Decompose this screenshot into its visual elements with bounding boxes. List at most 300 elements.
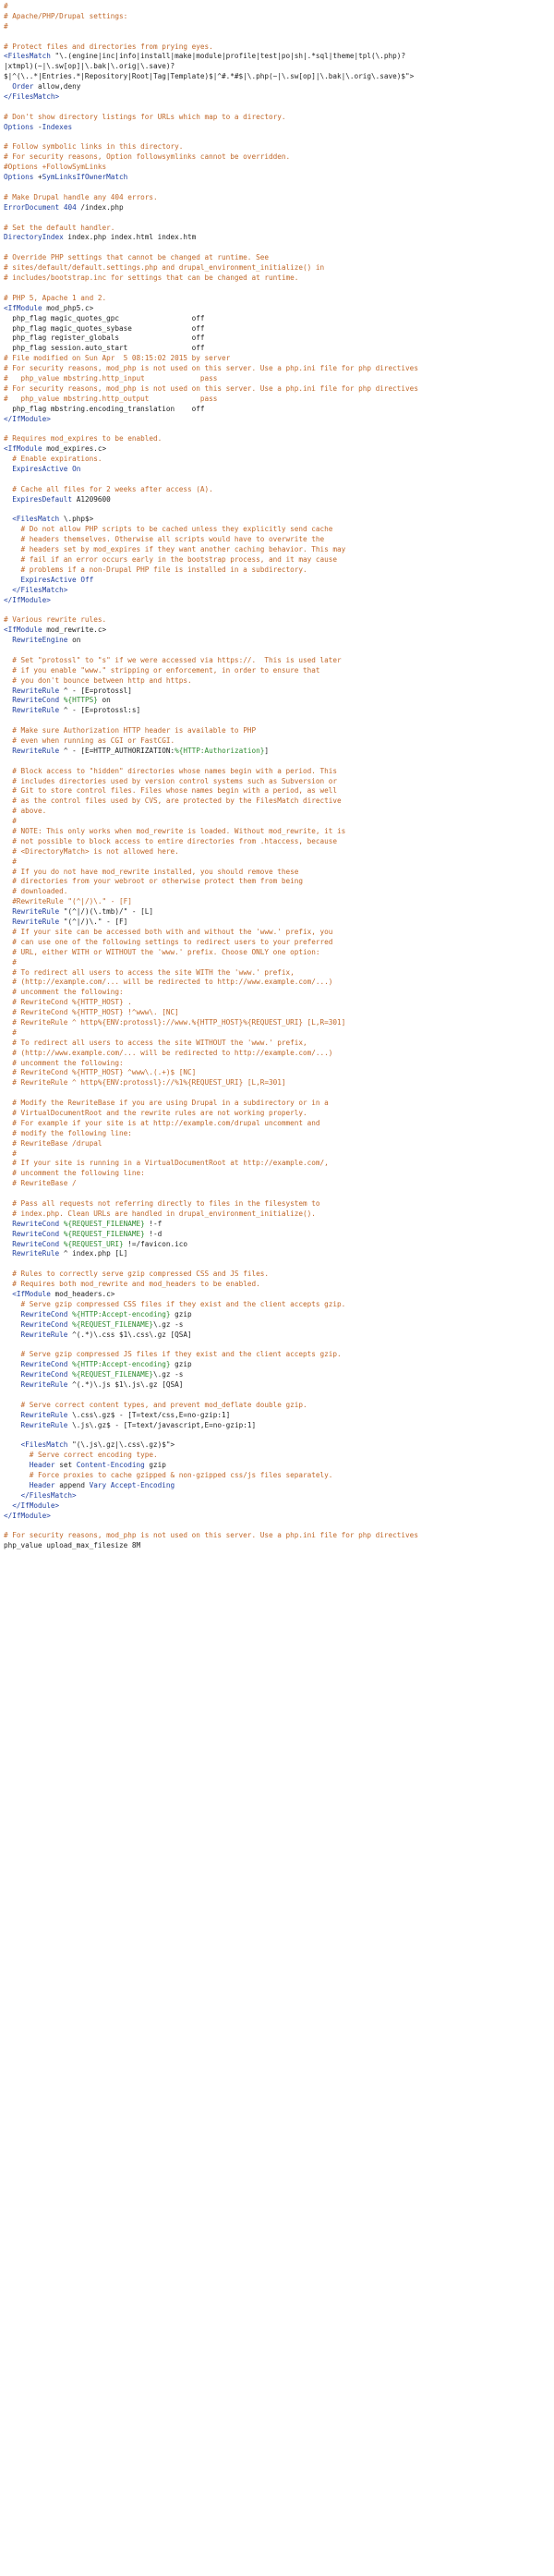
code-token-comment: # <box>4 21 8 30</box>
indent <box>4 1199 12 1208</box>
code-line <box>0 777 554 787</box>
code-line <box>0 726 554 736</box>
code-token-variable: %{HTTP:Authorization} <box>175 746 265 755</box>
code-token-comment: # if you enable "www." stripping or enforcement, in order to ensure that <box>12 665 320 674</box>
code-line <box>0 1139 554 1149</box>
code-token-keyword: Order <box>12 82 34 91</box>
indent <box>4 495 12 504</box>
indent <box>4 968 12 977</box>
code-line <box>0 636 554 646</box>
code-token-variable: %{REQUEST_FILENAME} <box>72 1370 154 1379</box>
code-line <box>0 253 554 263</box>
code-token-keyword: ExpiresActive <box>20 575 77 584</box>
code-line <box>0 1049 554 1059</box>
code-token-variable: %{HTTP:Accept-encoding} <box>72 1360 171 1369</box>
code-token-comment: # Git to store control files. Files whose names begin with a period, as well <box>12 786 338 796</box>
code-token-text: mod_headers.c> <box>50 1290 115 1298</box>
code-token-text: \.css\.gz$ - [T=text/css,E=no-gzip:1] <box>67 1410 231 1419</box>
code-token-comment: # downloaded. <box>12 887 68 896</box>
code-token-keyword: RewriteCond <box>20 1360 68 1369</box>
code-line <box>0 1401 554 1411</box>
code-token-comment: # Do not allow PHP scripts to be cached unless they explicitly send cache <box>20 525 333 534</box>
code-token-keyword: RewriteCond <box>20 1319 68 1329</box>
code-token-comment: # <box>12 957 17 966</box>
indent <box>4 1421 21 1429</box>
code-token-variable: %{REQUEST_URI} <box>63 1239 124 1248</box>
code-line <box>0 455 554 465</box>
indent <box>4 465 12 473</box>
code-token-keyword: 404 <box>63 202 77 212</box>
indent <box>4 1220 12 1228</box>
code-line <box>0 203 554 213</box>
code-line <box>0 1430 554 1440</box>
code-token-comment: # Requires mod_expires to be enabled. <box>4 434 163 444</box>
code-token-text: $|^(\..*|Entries.*|Repository|Root|Tag|Template)$|^#.*#$|\.php(~|\.sw[op]|\.bak|\.orig\.save)$"> <box>4 72 415 81</box>
code-token-text: !-f <box>144 1219 163 1228</box>
indent <box>4 687 12 695</box>
code-line <box>0 887 554 897</box>
code-line <box>0 415 554 425</box>
code-token-comment: #RewriteRule "(^|/)\." - [F] <box>12 897 132 906</box>
indent <box>4 847 12 856</box>
code-token-comment: # fail if an error occurs early in the bootstrap process, and it may cause <box>20 554 338 564</box>
code-line <box>0 1209 554 1220</box>
indent <box>4 917 12 926</box>
code-token-keyword: Off <box>80 575 94 584</box>
code-line <box>0 22 554 32</box>
code-token-keyword: Header <box>29 1480 55 1489</box>
code-line <box>0 284 554 294</box>
code-token-keyword: RewriteRule <box>20 1330 68 1339</box>
code-token-comment: # VirtualDocumentRoot and the rewrite rules are not working properly. <box>12 1108 307 1117</box>
indent <box>4 656 12 664</box>
code-token-text: \.js\.gz$ - [T=text/javascript,E=no-gzip:1] <box>67 1420 257 1429</box>
code-token-comment: # php_value mbstring.http_output pass <box>4 394 218 403</box>
code-token-text: allow,deny <box>33 82 81 91</box>
code-line <box>0 666 554 676</box>
code-line <box>0 1331 554 1341</box>
code-token-comment: # above. <box>12 807 47 816</box>
indent <box>4 455 12 463</box>
indent <box>4 938 12 946</box>
code-line <box>0 948 554 958</box>
indent <box>4 1451 30 1459</box>
indent <box>4 1360 21 1368</box>
code-token-comment: # Protect files and directories from prying eyes. <box>4 42 213 51</box>
indent <box>4 545 21 553</box>
code-line <box>0 354 554 364</box>
indent <box>4 948 12 956</box>
indent <box>4 1491 21 1500</box>
code-line <box>0 736 554 747</box>
indent <box>4 978 12 986</box>
code-line <box>0 294 554 304</box>
code-line <box>0 1159 554 1169</box>
code-line <box>0 1370 554 1380</box>
code-token-keyword: RewriteCond <box>12 1239 60 1248</box>
code-token-keyword: RewriteRule <box>12 1249 60 1258</box>
code-line <box>0 1411 554 1421</box>
code-token-comment: # NOTE: This only works when mod_rewrite is loaded. Without mod_rewrite, it is <box>12 827 346 836</box>
code-line <box>0 32 554 43</box>
code-token-keyword: </IfModule> <box>4 595 51 604</box>
indent <box>4 1411 21 1419</box>
code-token-text: gzip <box>170 1309 192 1318</box>
code-line <box>0 163 554 173</box>
code-line <box>0 515 554 525</box>
code-line <box>0 576 554 586</box>
code-line <box>0 384 554 395</box>
code-line <box>0 1521 554 1531</box>
indent <box>4 1240 12 1248</box>
code-line <box>0 123 554 133</box>
indent <box>4 1300 21 1308</box>
code-token-comment: # RewriteCond %{HTTP_HOST} . <box>12 998 132 1007</box>
code-line <box>0 1512 554 1522</box>
code-line <box>0 998 554 1008</box>
code-line <box>0 1129 554 1139</box>
indent <box>4 334 12 342</box>
code-token-text: "(^|/)\." - [F] <box>59 917 128 927</box>
indent <box>4 1068 12 1076</box>
code-line <box>0 92 554 103</box>
code-line <box>0 1451 554 1461</box>
code-token-keyword: Indexes <box>42 122 73 131</box>
code-token-comment: # problems if a non-Drupal PHP file is installed in a subdirectory. <box>20 565 307 574</box>
code-token-comment: #Options +FollowSymLinks <box>4 163 107 172</box>
code-token-keyword: <IfModule <box>4 626 42 635</box>
indent <box>4 837 12 845</box>
code-token-text: ^ - [E=HTTP_AUTHORIZATION: <box>59 746 175 755</box>
code-line <box>0 1541 554 1551</box>
code-token-comment: # RewriteRule ^ http%{ENV:protossl}://%1%{REQUEST_URI} [L,R=301] <box>12 1078 286 1088</box>
indent <box>4 1370 21 1379</box>
code-line <box>0 837 554 847</box>
code-token-comment: # Cache all files for 2 weeks after access (A). <box>12 484 213 493</box>
code-token-comment: # File modified on Sun Apr 5 08:15:02 2015 by server <box>4 354 231 363</box>
indent <box>4 1461 30 1469</box>
code-line <box>0 796 554 807</box>
indent <box>4 777 12 785</box>
indent <box>4 314 12 322</box>
code-line <box>0 1018 554 1028</box>
code-line <box>0 1461 554 1471</box>
code-token-text: mod_php5.c> <box>42 303 94 312</box>
indent <box>4 1350 21 1358</box>
indent <box>4 796 12 805</box>
code-token-keyword: ExpiresDefault <box>12 494 73 504</box>
code-token-comment: # can use one of the following settings to redirect users to your preferred <box>12 937 333 946</box>
code-line <box>0 193 554 203</box>
indent <box>4 1049 12 1057</box>
code-line <box>0 273 554 284</box>
indent <box>4 1440 21 1449</box>
code-token-text: ^ - [E=protossl] <box>59 686 132 695</box>
code-token-comment: # Serve gzip compressed CSS files if they exist and the client accepts gzip. <box>20 1299 346 1308</box>
code-token-text: index.php index.html index.htm <box>63 233 197 242</box>
code-token-keyword: RewriteEngine <box>12 636 68 645</box>
code-token-comment: # Rules to correctly serve gzip compressed CSS and JS files. <box>12 1270 269 1279</box>
code-token-keyword: RewriteCond <box>20 1370 68 1379</box>
indent <box>4 1501 12 1510</box>
code-line <box>0 1240 554 1250</box>
code-line <box>0 656 554 666</box>
code-token-comment: # Serve gzip compressed JS files if they exist and the client accepts gzip. <box>20 1350 342 1359</box>
code-line <box>0 1350 554 1360</box>
indent <box>4 636 12 644</box>
code-token-comment: # uncomment the following: <box>12 1058 124 1067</box>
indent <box>4 1109 12 1117</box>
code-token-keyword: RewriteRule <box>12 907 60 917</box>
code-line <box>0 1249 554 1259</box>
code-token-keyword: DirectoryIndex <box>4 233 64 242</box>
code-line <box>0 827 554 837</box>
code-line <box>0 1501 554 1512</box>
indent <box>4 817 12 825</box>
indent <box>4 1380 21 1389</box>
code-line <box>0 716 554 726</box>
code-token-comment: # RewriteBase /drupal <box>12 1138 102 1148</box>
code-token-comment: # Enable expirations. <box>12 455 102 464</box>
code-line <box>0 103 554 113</box>
indent <box>4 1280 12 1288</box>
code-token-comment: # <box>4 2 8 10</box>
code-token-text: \.gz -s <box>153 1370 184 1379</box>
code-line <box>0 374 554 384</box>
code-token-comment: # For security reasons, Option followsymlinks cannot be overridden. <box>4 152 291 162</box>
code-line <box>0 1421 554 1431</box>
code-line <box>0 757 554 767</box>
indent <box>4 747 12 755</box>
code-line <box>0 917 554 928</box>
code-token-keyword: <IfModule <box>12 1290 51 1298</box>
indent <box>4 1290 12 1298</box>
code-line <box>0 535 554 545</box>
code-token-keyword: SymLinksIfOwnerMatch <box>42 173 128 182</box>
indent <box>4 897 12 905</box>
code-line <box>0 304 554 314</box>
code-line <box>0 12 554 22</box>
code-token-comment: # (http://example.com/... will be redirected to http://www.example.com/...) <box>12 978 333 987</box>
code-token-text: mod_expires.c> <box>42 444 107 454</box>
code-line <box>0 1230 554 1240</box>
code-line <box>0 1109 554 1119</box>
indent <box>4 887 12 895</box>
code-token-comment: # RewriteRule ^ http%{ENV:protossl}://www.%{HTTP_HOST}%{REQUEST_URI} [L,R=301] <box>12 1017 346 1027</box>
code-token-text: php_flag register_globals off <box>12 334 205 343</box>
code-line <box>0 1179 554 1189</box>
indent <box>4 1078 12 1087</box>
indent <box>4 344 12 352</box>
code-line <box>0 676 554 687</box>
code-line <box>0 1481 554 1491</box>
code-token-variable: %{REQUEST_FILENAME} <box>63 1229 145 1238</box>
code-line <box>0 364 554 374</box>
code-token-text: !=/favicon.ico <box>123 1239 188 1248</box>
code-token-text: ^ index.php [L] <box>59 1249 128 1258</box>
code-line <box>0 1099 554 1109</box>
code-token-text: php_flag magic_quotes_gpc off <box>12 313 205 322</box>
indent <box>4 958 12 966</box>
code-token-keyword: RewriteRule <box>20 1410 68 1419</box>
code-line <box>0 444 554 455</box>
code-line <box>0 495 554 505</box>
code-line <box>0 907 554 917</box>
code-token-comment: # RewriteBase / <box>12 1179 77 1188</box>
code-token-comment: # Requires both mod_rewrite and mod_headers to be enabled. <box>12 1280 260 1289</box>
code-line <box>0 263 554 273</box>
code-token-comment: # <box>12 857 17 866</box>
code-token-keyword: Accept-Encoding <box>110 1480 175 1489</box>
indent <box>4 1249 12 1258</box>
code-line <box>0 938 554 948</box>
code-token-comment: # Modify the RewriteBase if you are using Drupal in a subdirectory or in a <box>12 1099 329 1108</box>
indent <box>4 485 12 493</box>
code-token-text: php_flag session.auto_start off <box>12 344 205 353</box>
code-line <box>0 1360 554 1370</box>
indent <box>4 1028 12 1037</box>
code-token-comment: # modify the following line: <box>12 1128 132 1137</box>
code-line <box>0 1320 554 1331</box>
code-line <box>0 324 554 334</box>
indent <box>4 1149 12 1158</box>
code-line <box>0 868 554 878</box>
code-line <box>0 1440 554 1451</box>
indent <box>4 998 12 1006</box>
code-line <box>0 1088 554 1099</box>
code-token-comment: # For security reasons, mod_php is not used on this server. Use a php.ini file for php directives <box>4 1531 418 1540</box>
code-token-comment: # For example if your site is at http://example.com/drupal uncomment and <box>12 1118 320 1127</box>
code-line <box>0 877 554 887</box>
code-line <box>0 1300 554 1310</box>
code-line <box>0 113 554 123</box>
code-token-variable: %{HTTP:Accept-encoding} <box>72 1309 171 1318</box>
indent <box>4 1129 12 1137</box>
code-token-comment: # headers set by mod_expires if they want another caching behavior. This may <box>20 545 346 554</box>
code-line <box>0 405 554 415</box>
code-token-text: set <box>54 1461 77 1470</box>
code-token-text: ^(.*)\.css $1\.css\.gz [QSA] <box>67 1330 192 1339</box>
code-token-comment: # directories from your webroot or otherwise protect them from being <box>12 877 303 886</box>
code-line <box>0 988 554 998</box>
indent <box>4 868 12 876</box>
code-line <box>0 1169 554 1179</box>
code-line <box>0 1119 554 1129</box>
code-token-keyword: ErrorDocument <box>4 202 60 212</box>
code-line <box>0 1149 554 1160</box>
indent <box>4 525 21 533</box>
code-token-comment: # Set "protossl" to "s" if we were accessed via https://. This is used later <box>12 655 342 664</box>
code-token-comment: # Override PHP settings that cannot be changed at runtime. See <box>4 253 269 262</box>
code-line <box>0 1270 554 1280</box>
code-line <box>0 615 554 626</box>
indent <box>4 1270 12 1278</box>
code-token-text: "(^|/)(\.tmb)/" - [L] <box>59 907 154 917</box>
code-token-text: mod_rewrite.c> <box>42 626 107 635</box>
indent <box>4 1018 12 1027</box>
code-token-keyword: RewriteCond <box>12 1229 60 1238</box>
indent <box>4 1471 30 1479</box>
code-token-text: \.gz -s <box>153 1319 184 1329</box>
code-token-comment: # not possible to block access to entire directories from .htaccess, because <box>12 836 338 845</box>
code-line <box>0 43 554 53</box>
code-line <box>0 2 554 12</box>
code-token-text: php_value upload_max_filesize 8M <box>4 1541 141 1550</box>
code-line <box>0 958 554 968</box>
code-token-comment: # headers themselves. Otherwise all scripts would have to overwrite the <box>20 535 325 544</box>
code-line <box>0 646 554 656</box>
indent <box>4 706 12 714</box>
code-token-comment: # you don't bounce between http and https. <box>12 675 192 685</box>
code-token-comment: # index.php. Clean URLs are handled in drupal_environment_initialize(). <box>12 1209 316 1218</box>
code-token-comment: # <DirectoryMatch> is not allowed here. <box>12 846 179 856</box>
code-token-comment: # uncomment the following: <box>12 988 124 997</box>
indent <box>4 1139 12 1148</box>
code-token-variable: %{REQUEST_FILENAME} <box>72 1319 154 1329</box>
code-token-keyword: RewriteRule <box>12 917 60 927</box>
code-token-keyword: </IfModule> <box>4 1511 51 1520</box>
code-token-comment: # Block access to "hidden" directories whose names begin with a period. This <box>12 766 338 775</box>
indent <box>4 807 12 815</box>
indent <box>4 1099 12 1107</box>
code-line <box>0 344 554 354</box>
code-token-text: "(\.js\.gz|\.css\.gz)$"> <box>67 1440 175 1450</box>
code-token-text: on <box>67 636 81 645</box>
code-line <box>0 978 554 988</box>
code-line <box>0 596 554 606</box>
code-line <box>0 1259 554 1270</box>
code-token-comment: # Set the default handler. <box>4 223 115 232</box>
code-token-comment: # <box>12 1148 17 1158</box>
code-token-comment: # To redirect all users to access the site WITH the 'www.' prefix, <box>12 967 295 977</box>
code-token-comment: # Force proxies to cache gzipped & non-gzipped css/js files separately. <box>29 1471 333 1480</box>
indent <box>4 515 12 523</box>
indent <box>4 988 12 996</box>
code-token-comment: # For security reasons, mod_php is not used on this server. Use a php.ini file for php directives <box>4 364 418 373</box>
indent <box>4 907 12 916</box>
code-line <box>0 314 554 324</box>
code-token-keyword: <FilesMatch <box>20 1440 68 1450</box>
indent <box>4 1059 12 1067</box>
code-token-comment: # Serve correct encoding type. <box>29 1451 158 1460</box>
code-line <box>0 1008 554 1018</box>
code-line <box>0 555 554 565</box>
code-line <box>0 1068 554 1078</box>
code-token-comment: # RewriteCond %{HTTP_HOST} ^www\.(.+)$ [NC] <box>12 1068 197 1077</box>
indent <box>4 576 21 584</box>
indent <box>4 877 12 885</box>
code-token-comment: # php_value mbstring.http_input pass <box>4 373 218 383</box>
indent <box>4 1209 12 1218</box>
code-token-text: append <box>54 1480 90 1489</box>
indent <box>4 1119 12 1127</box>
code-token-text: A1209600 <box>72 494 111 504</box>
code-line <box>0 807 554 817</box>
code-token-text: ^ - [E=protossl:s] <box>59 706 141 715</box>
code-token-keyword: RewriteRule <box>20 1380 68 1390</box>
code-token-comment: # Don't show directory listings for URLs which map to a directory. <box>4 112 286 121</box>
indent <box>4 324 12 333</box>
code-line <box>0 565 554 576</box>
code-token-keyword: RewriteRule <box>12 746 60 755</box>
code-token-keyword: <IfModule <box>4 303 42 312</box>
code-line <box>0 1310 554 1320</box>
code-line <box>0 857 554 868</box>
code-line <box>0 233 554 243</box>
code-line <box>0 82 554 92</box>
code-token-keyword: </FilesMatch> <box>20 1490 77 1500</box>
code-token-comment: # <box>12 817 17 826</box>
